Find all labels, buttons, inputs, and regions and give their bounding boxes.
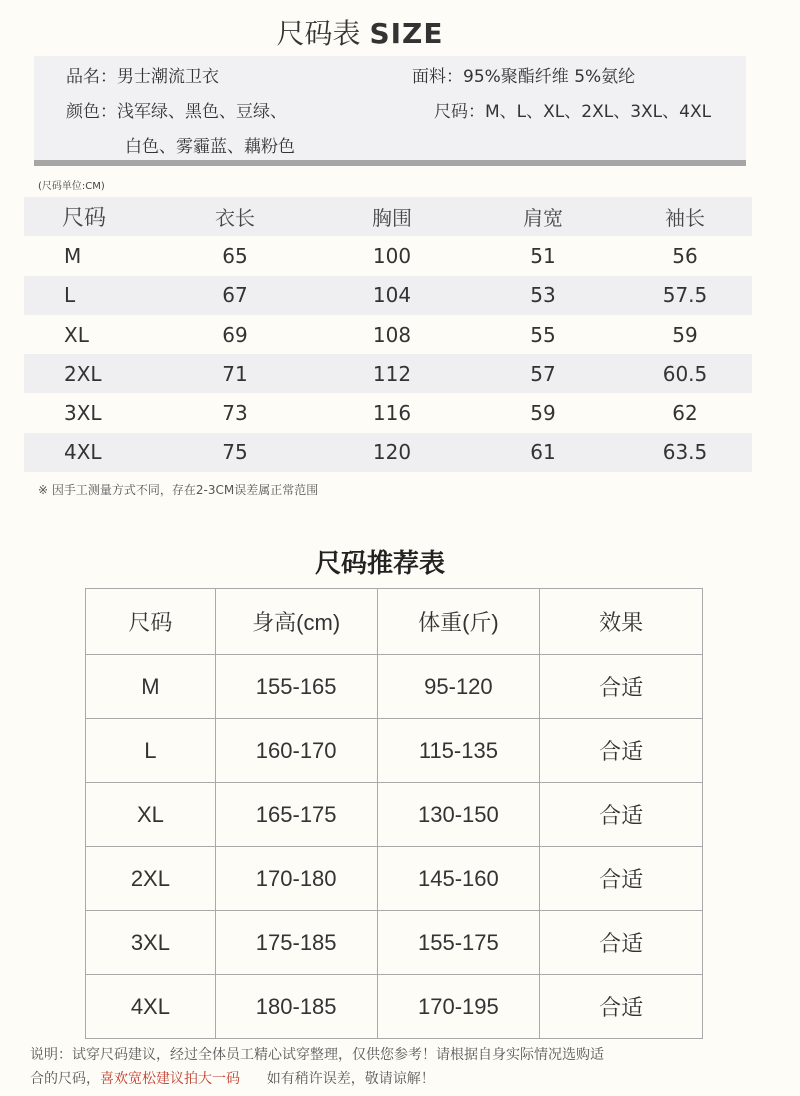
shoulder-cell: 51 bbox=[530, 243, 556, 268]
sleeve-cell: 60.5 bbox=[662, 361, 708, 386]
table-row bbox=[86, 847, 703, 911]
header-cell: 肩宽 bbox=[523, 206, 563, 231]
size-cell: XL bbox=[64, 322, 89, 347]
footer-highlight: 喜欢宽松建议拍大一码 bbox=[100, 1071, 240, 1087]
chest-cell: 120 bbox=[372, 440, 412, 465]
footer-text: 如有稍许误差，敬请谅解！ bbox=[240, 1071, 435, 1087]
fabric: 面料：95%聚酯纤维 5%氨纶 bbox=[412, 67, 636, 87]
sleeve-cell: 59 bbox=[672, 322, 698, 347]
header-cell: 体重(斤) bbox=[377, 589, 540, 655]
weight-cell: 95-120 bbox=[377, 655, 540, 719]
footer-note bbox=[30, 1043, 760, 1091]
size-cell: L bbox=[86, 719, 216, 783]
length-cell: 69 bbox=[222, 322, 248, 347]
table-row bbox=[86, 911, 703, 975]
shoulder-cell: 59 bbox=[530, 401, 556, 426]
table-row bbox=[24, 433, 752, 472]
sleeve-cell: 56 bbox=[672, 243, 698, 268]
shoulder-cell: 53 bbox=[530, 283, 556, 308]
size-cell: 4XL bbox=[64, 440, 102, 465]
fit-cell: 合适 bbox=[540, 911, 703, 975]
height-cell: 160-170 bbox=[215, 719, 377, 783]
footer-line-1: 说明：试穿尺码建议，经过全体员工精心试穿整理，仅供您参考！请根据自身实际情况选购适 bbox=[30, 1047, 604, 1063]
weight-cell: 115-135 bbox=[377, 719, 540, 783]
size-chart-table bbox=[24, 197, 752, 472]
table-row bbox=[86, 655, 703, 719]
product-name: 品名：男士潮流卫衣 bbox=[66, 67, 219, 87]
unit-note: (尺码单位:CM) bbox=[38, 181, 105, 192]
colors-line-1: 颜色：浅军绿、黑色、豆绿、 bbox=[66, 102, 287, 122]
size-cell: XL bbox=[86, 783, 216, 847]
table-row bbox=[86, 719, 703, 783]
size-recommendation-table bbox=[85, 588, 703, 1039]
size-chart-header-row bbox=[24, 197, 752, 236]
shoulder-cell: 55 bbox=[530, 322, 556, 347]
length-cell: 73 bbox=[222, 401, 248, 426]
size-cell: M bbox=[86, 655, 216, 719]
weight-cell: 170-195 bbox=[377, 975, 540, 1039]
size-cell: 3XL bbox=[64, 401, 102, 426]
chest-cell: 116 bbox=[372, 401, 412, 426]
length-cell: 65 bbox=[222, 243, 248, 268]
height-cell: 170-180 bbox=[215, 847, 377, 911]
size-cell: L bbox=[64, 283, 76, 308]
chest-cell: 104 bbox=[372, 283, 412, 308]
size-cell: 2XL bbox=[86, 847, 216, 911]
table-row bbox=[24, 315, 752, 354]
size-cell: 3XL bbox=[86, 911, 216, 975]
recommendation-header-row bbox=[86, 589, 703, 655]
length-cell: 71 bbox=[222, 361, 248, 386]
table-row bbox=[86, 975, 703, 1039]
chest-cell: 100 bbox=[372, 243, 412, 268]
header-cell: 衣长 bbox=[215, 206, 255, 231]
sleeve-cell: 63.5 bbox=[662, 440, 708, 465]
recommendation-title: 尺码推荐表 bbox=[314, 549, 445, 579]
height-cell: 165-175 bbox=[215, 783, 377, 847]
sleeve-cell: 57.5 bbox=[662, 283, 708, 308]
shoulder-cell: 61 bbox=[530, 440, 556, 465]
weight-cell: 145-160 bbox=[377, 847, 540, 911]
length-cell: 67 bbox=[222, 283, 248, 308]
measurement-note: ※ 因手工测量方式不同，存在2-3CM误差属正常范围 bbox=[38, 483, 319, 497]
table-row bbox=[24, 236, 752, 275]
size-cell: 2XL bbox=[64, 361, 102, 386]
weight-cell: 130-150 bbox=[377, 783, 540, 847]
weight-cell: 155-175 bbox=[377, 911, 540, 975]
chest-cell: 108 bbox=[372, 322, 412, 347]
shoulder-cell: 57 bbox=[530, 361, 556, 386]
size-cell: M bbox=[64, 243, 82, 268]
colors-line-2: 白色、雾霾蓝、藕粉色 bbox=[125, 137, 295, 157]
table-row bbox=[86, 783, 703, 847]
chest-cell: 112 bbox=[372, 361, 412, 386]
fit-cell: 合适 bbox=[540, 655, 703, 719]
header-cell: 袖长 bbox=[665, 206, 705, 231]
sleeve-cell: 62 bbox=[672, 401, 698, 426]
header-cell: 身高(cm) bbox=[215, 589, 377, 655]
length-cell: 75 bbox=[222, 440, 248, 465]
product-info-divider bbox=[34, 160, 746, 166]
page-title bbox=[0, 12, 720, 52]
fit-cell: 合适 bbox=[540, 783, 703, 847]
table-row bbox=[24, 393, 752, 432]
header-cell: 效果 bbox=[540, 589, 703, 655]
title-text: 尺码表 bbox=[276, 17, 361, 50]
height-cell: 155-165 bbox=[215, 655, 377, 719]
footer-text: 合的尺码， bbox=[30, 1071, 100, 1087]
header-cell: 尺码 bbox=[86, 589, 216, 655]
table-row bbox=[24, 354, 752, 393]
fit-cell: 合适 bbox=[540, 975, 703, 1039]
footer-line-2 bbox=[30, 1067, 760, 1091]
header-cell: 胸围 bbox=[372, 206, 412, 231]
height-cell: 180-185 bbox=[215, 975, 377, 1039]
size-cell: 4XL bbox=[86, 975, 216, 1039]
title-emph: SIZE bbox=[369, 17, 444, 50]
fit-cell: 合适 bbox=[540, 847, 703, 911]
sizes-available: 尺码：M、L、XL、2XL、3XL、4XL bbox=[434, 102, 712, 122]
table-row bbox=[24, 276, 752, 315]
header-cell: 尺码 bbox=[62, 206, 107, 232]
height-cell: 175-185 bbox=[215, 911, 377, 975]
fit-cell: 合适 bbox=[540, 719, 703, 783]
